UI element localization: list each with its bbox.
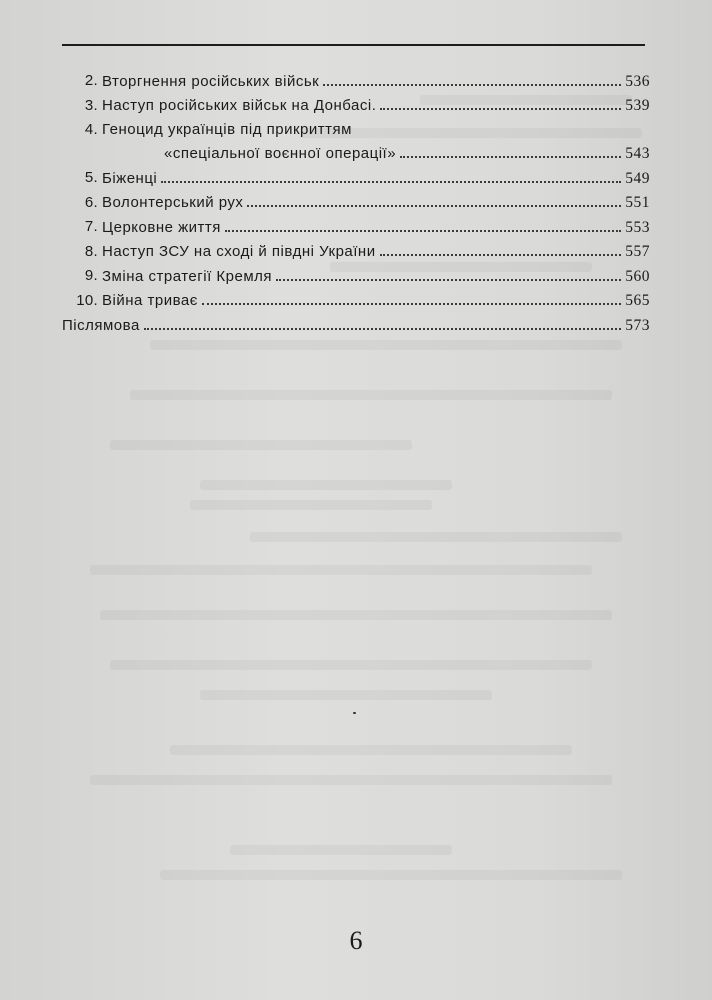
table-of-contents	[62, 68, 650, 337]
toc-entry-title: Вторгнення російських військ	[102, 72, 320, 90]
toc-entry-number: 9.	[84, 267, 98, 284]
toc-entry-title: Наступ ЗСУ на сході й півдні України	[102, 243, 376, 260]
toc-entry[interactable]	[62, 68, 650, 93]
print-speck	[353, 712, 356, 714]
toc-entry[interactable]	[62, 239, 650, 264]
toc-entry-page: 573	[625, 316, 650, 334]
toc-entry-title: Церковне життя	[102, 218, 221, 236]
toc-entry[interactable]	[62, 93, 650, 118]
toc-entry-page: 560	[625, 267, 650, 285]
dot-leader	[323, 84, 621, 86]
toc-entry[interactable]	[62, 288, 650, 313]
toc-entry-number: 8.	[84, 242, 98, 260]
toc-entry-page: 565	[625, 292, 650, 309]
toc-entry-title: Післямова	[62, 316, 140, 334]
toc-entry-page: 536	[625, 72, 650, 90]
dot-leader	[400, 156, 621, 158]
toc-entry-title: «спеціальної воєнної операції»	[164, 145, 397, 162]
toc-entry-number: 6.	[84, 193, 98, 211]
dot-leader	[202, 303, 621, 305]
toc-entry-page: 539	[625, 97, 650, 114]
dot-leader	[225, 230, 621, 232]
toc-entry[interactable]	[62, 214, 650, 239]
toc-entry[interactable]	[62, 117, 650, 165]
toc-entry-title-line1: Геноцид українців під прикриттям	[102, 121, 352, 138]
dot-leader	[276, 279, 621, 281]
toc-entry-number: 4.	[84, 121, 98, 138]
dot-leader	[161, 181, 621, 183]
header-rule	[62, 44, 645, 46]
toc-entry-page: 549	[625, 169, 650, 187]
toc-entry-number: 3.	[84, 96, 98, 114]
toc-entry[interactable]	[62, 190, 650, 215]
toc-entry-page: 551	[625, 194, 650, 211]
page-number: 6	[349, 926, 363, 955]
toc-entry-page: 543	[625, 145, 650, 162]
toc-entry-number: 2.	[84, 72, 98, 89]
toc-entry[interactable]	[62, 312, 650, 337]
toc-entry-number: 10.	[76, 291, 98, 309]
toc-entry-page: 557	[625, 243, 650, 260]
toc-entry-page: 553	[625, 218, 650, 236]
toc-entry[interactable]	[62, 263, 650, 288]
dot-leader	[247, 205, 621, 207]
toc-entry-title: Зміна стратегії Кремля	[102, 267, 273, 285]
toc-entry-number: 5.	[84, 169, 98, 186]
toc-entry-title: Наступ російських військ на Донбасі.	[102, 97, 377, 114]
dot-leader	[380, 254, 622, 256]
dot-leader	[144, 328, 621, 330]
dot-leader	[380, 108, 621, 110]
toc-entry-title: Біженці	[102, 169, 158, 187]
toc-entry-number: 7.	[84, 218, 98, 235]
toc-entry-title: Волонтерський рух	[102, 194, 244, 211]
toc-entry-title: Війна триває	[102, 292, 198, 309]
toc-entry[interactable]	[62, 165, 650, 190]
